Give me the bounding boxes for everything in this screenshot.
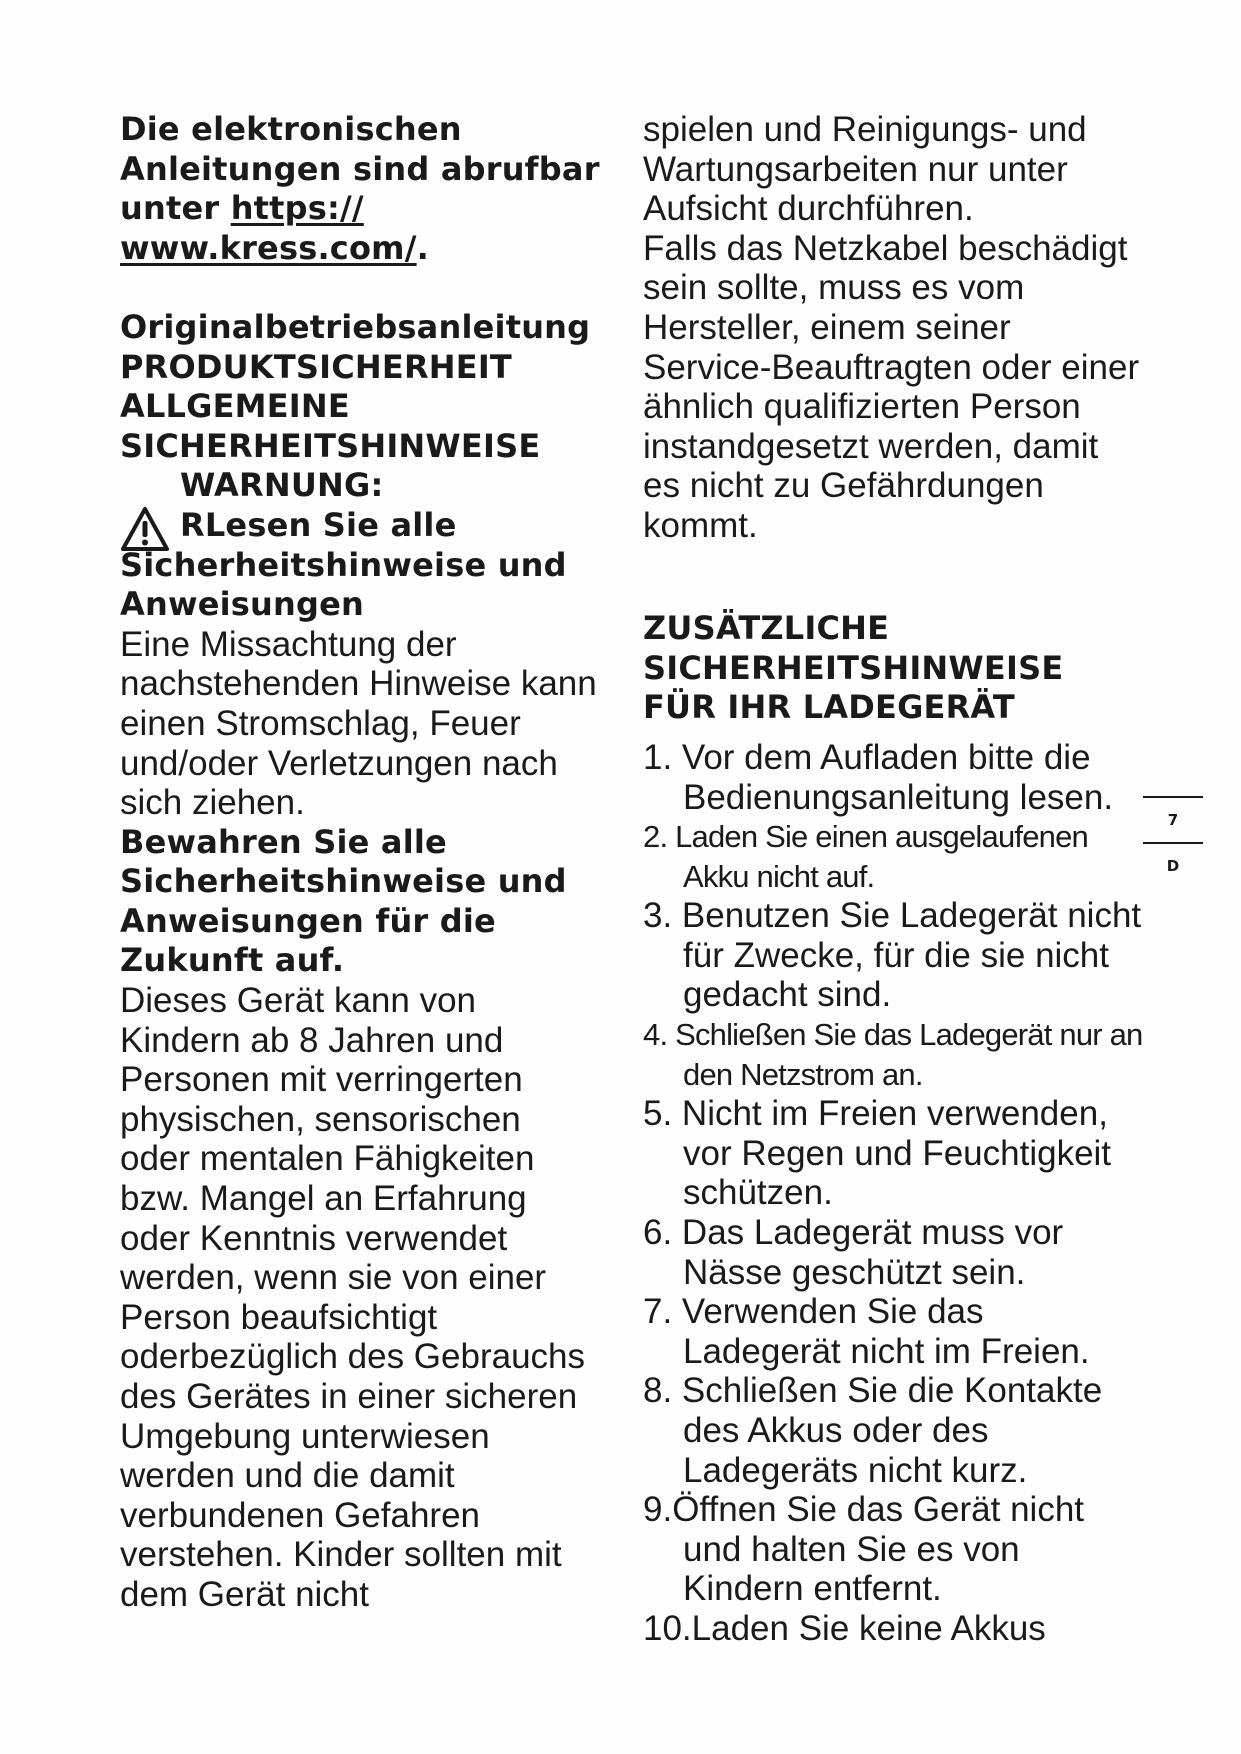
list-item: 4. Schließen Sie das Ladegerät nur an den Netzstrom an.: [643, 1017, 1143, 1092]
list-item: 10.Laden Sie keine Akkus: [643, 1608, 1046, 1648]
list-item: 8. Schließen Sie die Kontakte des Akkus oder des Ladegeräts nicht kurz.: [643, 1371, 1103, 1490]
warning-block: [120, 466, 600, 506]
warning-label: WARNUNG:: [180, 466, 384, 505]
right-column: [643, 110, 1143, 1649]
warning-triangle-icon: [120, 506, 170, 552]
original-manual-heading: Originalbetriebsanleitung: [120, 307, 591, 346]
page-number: 7: [1167, 811, 1179, 829]
kress-url-link[interactable]: https://​www.kress.com/: [120, 189, 417, 267]
product-safety-heading: PRODUKTSICHERHEIT: [120, 347, 512, 386]
children-usage-text: Dieses Gerät kann von Kindern ab 8 Jahren und Personen mit verringerten physischen, sensorischen oder mentalen Fähigkeiten bzw. Mangel an Erfahrung oder Kenntnis verwendet werden, wenn sie von einer Person beaufsichtigt oderbezüglich des Gebrauchs des Gerätes in einer sicheren Umgebung unterwiesen werden und die damit verbundenen Gefahren verstehen. Kinder sollten mit dem Gerät nicht: [120, 981, 586, 1614]
general-safety-heading: ALLGEMEINE SICHERHEITSHINWEISE: [120, 387, 541, 465]
supervision-text: spielen und Reinigungs- und Wartungsarbeiten nur unter Aufsicht durchführen.: [643, 110, 1087, 229]
list-item: 3. Benutzen Sie Ladegerät nicht für Zwecke, für die sie nicht gedacht sind.: [643, 896, 1142, 1015]
list-item: 9.Öffnen Sie das Gerät nicht und halten Sie es von Kindern entfernt.: [643, 1490, 1085, 1609]
list-item: 5. Nicht im Freien verwenden, vor Regen und Feuchtigkeit schützen.: [643, 1094, 1112, 1213]
warning-text: RLesen Sie alle Sicherheitshinweise und Anweisungen: [120, 505, 567, 624]
left-column: [120, 110, 600, 1615]
keep-instructions-text: Bewahren Sie alle Sicherheitshinweise und Anweisungen für die Zukunft auf.: [120, 822, 567, 980]
online-manual-note: [120, 110, 600, 268]
list-item: 6. Das Ladegerät muss vor Nässe geschützt sein.: [643, 1213, 1064, 1292]
page-side-marker: [1143, 796, 1203, 888]
charger-safety-heading: ZUSÄTZLICHE SICHERHEITSHINWEISE FÜR IHR LADEGERÄT: [643, 609, 1064, 727]
online-manual-period: .: [416, 228, 429, 267]
warning-consequence-text: Eine Missachtung der nachstehenden Hinweise kann einen Stromschlag, Feuer und/oder Verletzungen nach sich ziehen.: [120, 624, 597, 823]
online-manual-text: Die elektronischen Anleitungen sind abrufbar unter: [120, 110, 600, 228]
list-item: 7. Verwenden Sie das Ladegerät nicht im Freien.: [643, 1292, 1090, 1371]
list-item: 2. Laden Sie einen ausgelaufenen Akku nicht auf.: [643, 819, 1088, 894]
power-cable-text: Falls das Netzkabel beschädigt sein sollte, muss es vom Hersteller, einem seiner Service-Beauftragten oder einer ähnlich qualifizierten Person instandgesetzt werden, damit es nicht zu Gefährdungen kommt.: [643, 228, 1140, 545]
list-item: 1. Vor dem Aufladen bitte die Bedienungsanleitung lesen.: [643, 737, 1114, 817]
language-code: D: [1166, 857, 1180, 875]
